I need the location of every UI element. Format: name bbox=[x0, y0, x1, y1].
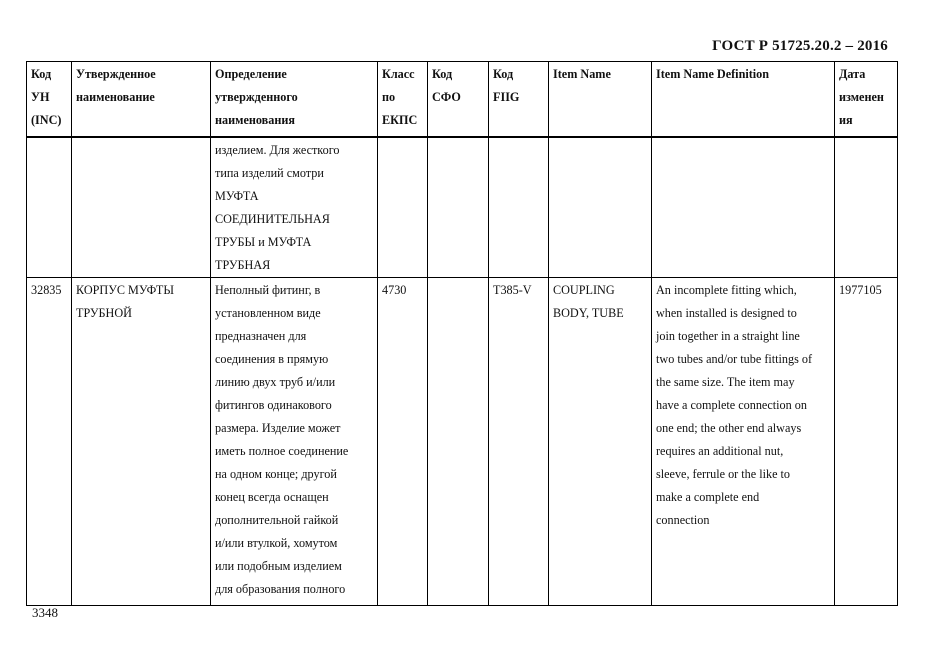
cell-item-name bbox=[549, 137, 652, 278]
cell-inc: 32835 bbox=[27, 278, 72, 606]
document-standard-title: ГОСТ Р 51725.20.2 – 2016 bbox=[712, 38, 888, 54]
column-header-sfo: Код СФО bbox=[428, 62, 489, 138]
column-header-class: Класс по ЕКПС bbox=[378, 62, 428, 138]
cell-approved-name bbox=[72, 137, 211, 278]
cell-date: 1977105 bbox=[835, 278, 898, 606]
cell-sfo bbox=[428, 278, 489, 606]
column-header-date: Дата изменен ия bbox=[835, 62, 898, 138]
table-header-row bbox=[27, 62, 898, 138]
cell-approved-name: КОРПУС МУФТЫ ТРУБНОЙ bbox=[72, 278, 211, 606]
cell-definition: изделием. Для жесткого типа изделий смотри МУФТА СОЕДИНИТЕЛЬНАЯ ТРУБЫ и МУФТА ТРУБНАЯ bbox=[211, 137, 378, 278]
cell-fiig bbox=[489, 137, 549, 278]
column-header-approved-name: Утвержденное наименование bbox=[72, 62, 211, 138]
column-header-fiig: Код FIIG bbox=[489, 62, 549, 138]
cell-item-name-definition bbox=[652, 137, 835, 278]
cell-date bbox=[835, 137, 898, 278]
column-header-inc: Код УН (INC) bbox=[27, 62, 72, 138]
cell-definition: Неполный фитинг, в установленном виде предназначен для соединения в прямую линию двух труб и/или фитингов одинакового размера. Изделие может иметь полное соединение на одном конце; другой конец всегда оснащен дополнительной гайкой и/или втулкой, хомутом или подобным изделием для образования полного bbox=[211, 278, 378, 606]
catalog-table bbox=[26, 61, 898, 606]
table-row bbox=[27, 278, 898, 606]
cell-class bbox=[378, 137, 428, 278]
table-row bbox=[27, 137, 898, 278]
column-header-definition: Определение утвержденного наименования bbox=[211, 62, 378, 138]
cell-inc bbox=[27, 137, 72, 278]
column-header-item-name-definition: Item Name Definition bbox=[652, 62, 835, 138]
cell-sfo bbox=[428, 137, 489, 278]
cell-class: 4730 bbox=[378, 278, 428, 606]
cell-fiig: T385-V bbox=[489, 278, 549, 606]
column-header-item-name: Item Name bbox=[549, 62, 652, 138]
cell-item-name-definition: An incomplete fitting which, when installed is designed to join together in a straight line two tubes and/or tube fittings of the same size. The item may have a complete connection on one end; the other end always requires an additional nut, sleeve, ferrule or the like to make a complete end connection bbox=[652, 278, 835, 606]
page-number: 3348 bbox=[32, 605, 58, 620]
cell-item-name: COUPLING BODY, TUBE bbox=[549, 278, 652, 606]
